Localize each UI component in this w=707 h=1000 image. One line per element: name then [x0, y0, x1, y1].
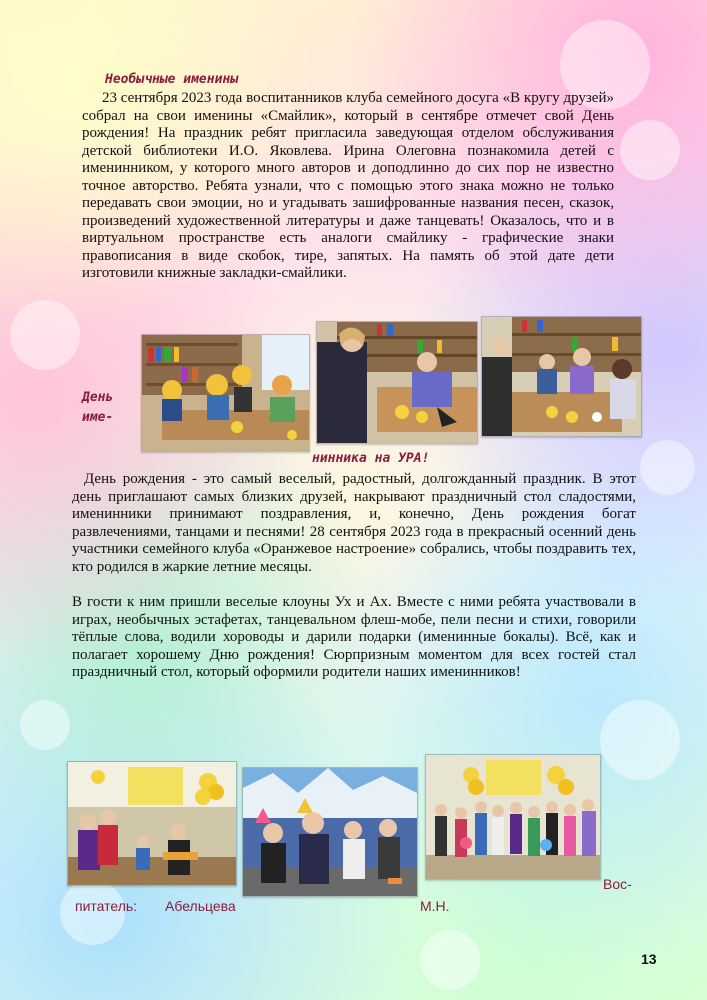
article2-heading-part2: име-: [82, 410, 114, 425]
signature-part-2: питатель:: [75, 898, 138, 914]
party-photo-2: [242, 767, 418, 897]
party-photo-3: [425, 754, 601, 880]
library-photo-3: [481, 316, 642, 437]
signature-part-3: Абельцева: [165, 898, 236, 914]
article2-heading-part3: нинника на УРА!: [312, 451, 430, 466]
library-photo-1: [141, 334, 310, 452]
page-number: 13: [641, 951, 657, 967]
article2-heading-part1: День: [82, 390, 114, 405]
article2-paragraph-2: В гости к ним пришли веселые клоуны Ух и Ах. Вместе с ними ребята участвовали в играх, необычных эстафетах, танцевальном флеш-мобе, пели песни и стихи, говорили тёплые слова, водили хороводы и дарили подарки (именинные бокалы). Всё, как и полагает хорошему Дню рождения! Сюрпризным моментом для всех гостей стал праздничный стол, который оформили родители наших именинников!: [72, 594, 636, 680]
party-photo-1: [67, 761, 237, 886]
article1-heading: Необычные именины: [105, 72, 239, 87]
article2-paragraph-1: День рождения - это самый веселый, радостный, долгожданный праздник. В этот день приглашают самых близких друзей, накрывают праздничный стол сладостями, именинники принимают поздравления, и, конечно, День рождения богат развлечениями, танцами и песнями! 28 сентября 2023 года в прекрасный осенний день участники семейного клуба «Оранжевое настроение» собрались, чтобы поздравить тех, кто родился в жаркие летние месяцы.: [72, 471, 636, 575]
article1-paragraph: 23 сентября 2023 года воспитанников клуба семейного досуга «В кругу друзей» собрал на свои именины «Смайлик», который в сентябре отмечет свой День рождения! На праздник ребят пригласила заведующая отделом обслуживания детской библиотеки И.О. Яковлева. Ирина Олеговна познакомила детей с именинником, у которого много авторов и доподлинно до сих пор не известно точное авторство. Ребята узнали, что с помощью этого знака можно не только передавать свои эмоции, но и угадывать зашифрованные названия песен, сказок, произведений художественной литературы и даже танцевать! Оказалось, что и в виртуальном пространстве есть аналоги смайлику - графические знаки правописания в виде скобок, тире, запятых. На память об этой дате дети изготовили книжные закладки-смайлики.: [82, 90, 614, 281]
library-photo-2: [316, 321, 478, 444]
signature-part-4: М.Н.: [420, 898, 450, 914]
signature-part-1: Вос-: [603, 876, 632, 892]
